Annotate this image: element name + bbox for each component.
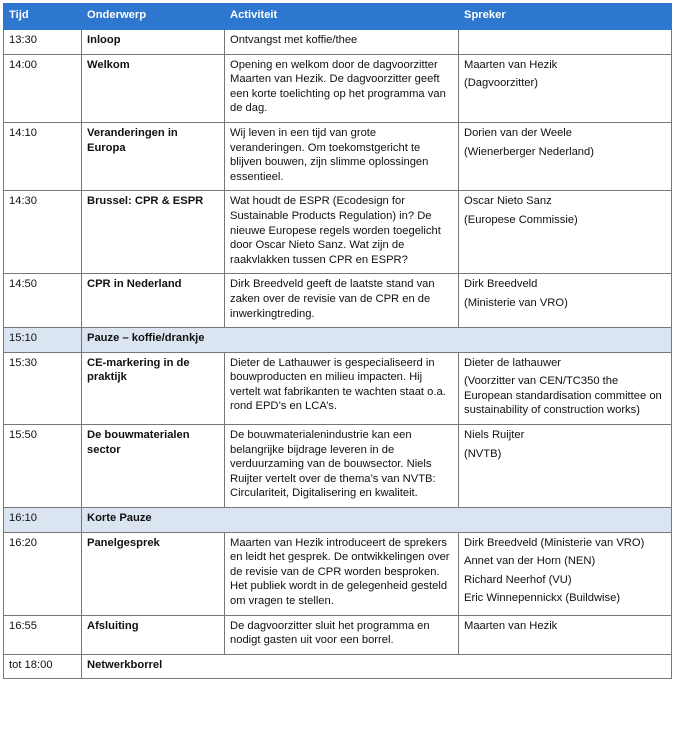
- cell-tijd: 14:10: [4, 122, 82, 190]
- cell-tijd: 16:55: [4, 615, 82, 654]
- cell-activiteit: Opening en welkom door de dagvoorzitter Maarten van Hezik. De dagvoorzitter geeft een korte toelichting op het programma van de dag.: [225, 54, 459, 122]
- cell-activiteit: De dagvoorzitter sluit het programma en nodigt gasten uit voor een borrel.: [225, 615, 459, 654]
- cell-tijd: 14:30: [4, 191, 82, 274]
- speaker-line: Dirk Breedveld (Ministerie van VRO): [464, 536, 645, 549]
- table-body: [4, 30, 672, 679]
- cell-tijd: 13:30: [4, 30, 82, 55]
- speaker-line: Maarten van Hezik: [464, 58, 558, 71]
- cell-onderwerp: Inloop: [82, 30, 225, 55]
- table-row: [4, 532, 672, 615]
- speaker-line: Dieter de lathauwer: [464, 356, 562, 369]
- speaker-line: Annet van der Horn (NEN): [464, 555, 596, 568]
- speaker-line: Dirk Breedveld: [464, 278, 538, 291]
- program-table: [3, 3, 672, 679]
- header-activiteit: Activiteit: [225, 4, 459, 30]
- speaker-line: (Dagvoorzitter): [464, 77, 538, 90]
- speaker-line: (Wienerberger Nederland): [464, 145, 594, 158]
- cell-onderwerp: De bouwmaterialen sector: [82, 425, 225, 508]
- header-tijd: Tijd: [4, 4, 82, 30]
- table-row: [4, 122, 672, 190]
- cell-spreker: [459, 532, 672, 615]
- cell-onderwerp: Welkom: [82, 54, 225, 122]
- speaker-line: Eric Winnepennickx (Buildwise): [464, 592, 621, 605]
- cell-tijd: 14:00: [4, 54, 82, 122]
- cell-tijd: 15:50: [4, 425, 82, 508]
- table-row: [4, 615, 672, 654]
- cell-onderwerp: Brussel: CPR & ESPR: [82, 191, 225, 274]
- cell-activiteit: De bouwmaterialenindustrie kan een belangrijke bijdrage leveren in de verduurzaming van de bouwsector. Niels Ruijter vertelt over de thema’s van NVTB: Circulariteit, Digitalisering en kwaliteit.: [225, 425, 459, 508]
- cell-tijd: 14:50: [4, 274, 82, 328]
- table-header: [4, 4, 672, 30]
- cell-spreker: [459, 30, 672, 55]
- cell-spreker: [459, 615, 672, 654]
- cell-activiteit: Maarten van Hezik introduceert de sprekers en leidt het gesprek. De ontwikkelingen over de revisie van de CPR worden besproken. Het publiek wordt in de gelegenheid gesteld om vragen te stellen.: [225, 532, 459, 615]
- cell-onderwerp: Panelgesprek: [82, 532, 225, 615]
- break-row: [4, 328, 672, 353]
- header-onderwerp: Onderwerp: [82, 4, 225, 30]
- table-row: [4, 352, 672, 424]
- break-row: [4, 508, 672, 533]
- cell-spreker: [459, 122, 672, 190]
- cell-onderwerp: CE-markering in de praktijk: [82, 352, 225, 424]
- speaker-line: (Ministerie van VRO): [464, 296, 568, 309]
- table-row: [4, 274, 672, 328]
- speaker-line: Niels Ruijter: [464, 429, 525, 442]
- cell-tijd: tot 18:00: [4, 654, 82, 679]
- cell-spreker: [459, 274, 672, 328]
- cell-activiteit: Dieter de Lathauwer is gespecialiseerd in bouwproducten en milieu impacten. Hij vertelt wat fabrikanten te wachten staat o.a. rond EPD’s en LCA’s.: [225, 352, 459, 424]
- speaker-line: Maarten van Hezik: [464, 619, 558, 632]
- cell-tijd: 15:30: [4, 352, 82, 424]
- cell-onderwerp: Pauze – koffie/drankje: [82, 328, 672, 353]
- speaker-line: Oscar Nieto Sanz: [464, 195, 552, 208]
- header-spreker: Spreker: [459, 4, 672, 30]
- speaker-line: (Europese Commissie): [464, 213, 578, 226]
- speaker-line: Dorien van der Weele: [464, 126, 572, 139]
- cell-activiteit: Wat houdt de ESPR (Ecodesign for Sustainable Products Regulation) in? De nieuwe Europese regels worden toegelicht door Oscar Nieto Sanz. Wat zijn de raakvlakken tussen CPR en ESPR?: [225, 191, 459, 274]
- cell-tijd: 16:20: [4, 532, 82, 615]
- table-row: [4, 191, 672, 274]
- cell-activiteit: Dirk Breedveld geeft de laatste stand van zaken over de revisie van de CPR en de inwerkingtreding.: [225, 274, 459, 328]
- cell-onderwerp: Veranderingen in Europa: [82, 122, 225, 190]
- cell-spreker: [459, 191, 672, 274]
- speaker-line: (NVTB): [464, 447, 502, 460]
- cell-spreker: [459, 425, 672, 508]
- cell-spreker: [459, 352, 672, 424]
- table-row: [4, 30, 672, 55]
- cell-activiteit: Wij leven in een tijd van grote veranderingen. Om toekomstgericht te blijven bouwen, zijn slimme oplossingen essentieel.: [225, 122, 459, 190]
- cell-onderwerp: Netwerkborrel: [82, 654, 672, 679]
- table-row: [4, 654, 672, 679]
- cell-tijd: 16:10: [4, 508, 82, 533]
- cell-activiteit: Ontvangst met koffie/thee: [225, 30, 459, 55]
- table-row: [4, 54, 672, 122]
- cell-spreker: [459, 54, 672, 122]
- table-row: [4, 425, 672, 508]
- cell-onderwerp: Korte Pauze: [82, 508, 672, 533]
- cell-onderwerp: CPR in Nederland: [82, 274, 225, 328]
- speaker-line: (Voorzitter van CEN/TC350 the European standardisation committee on sustainability of construction works): [464, 375, 662, 417]
- cell-onderwerp: Afsluiting: [82, 615, 225, 654]
- cell-tijd: 15:10: [4, 328, 82, 353]
- speaker-line: Richard Neerhof (VU): [464, 573, 572, 586]
